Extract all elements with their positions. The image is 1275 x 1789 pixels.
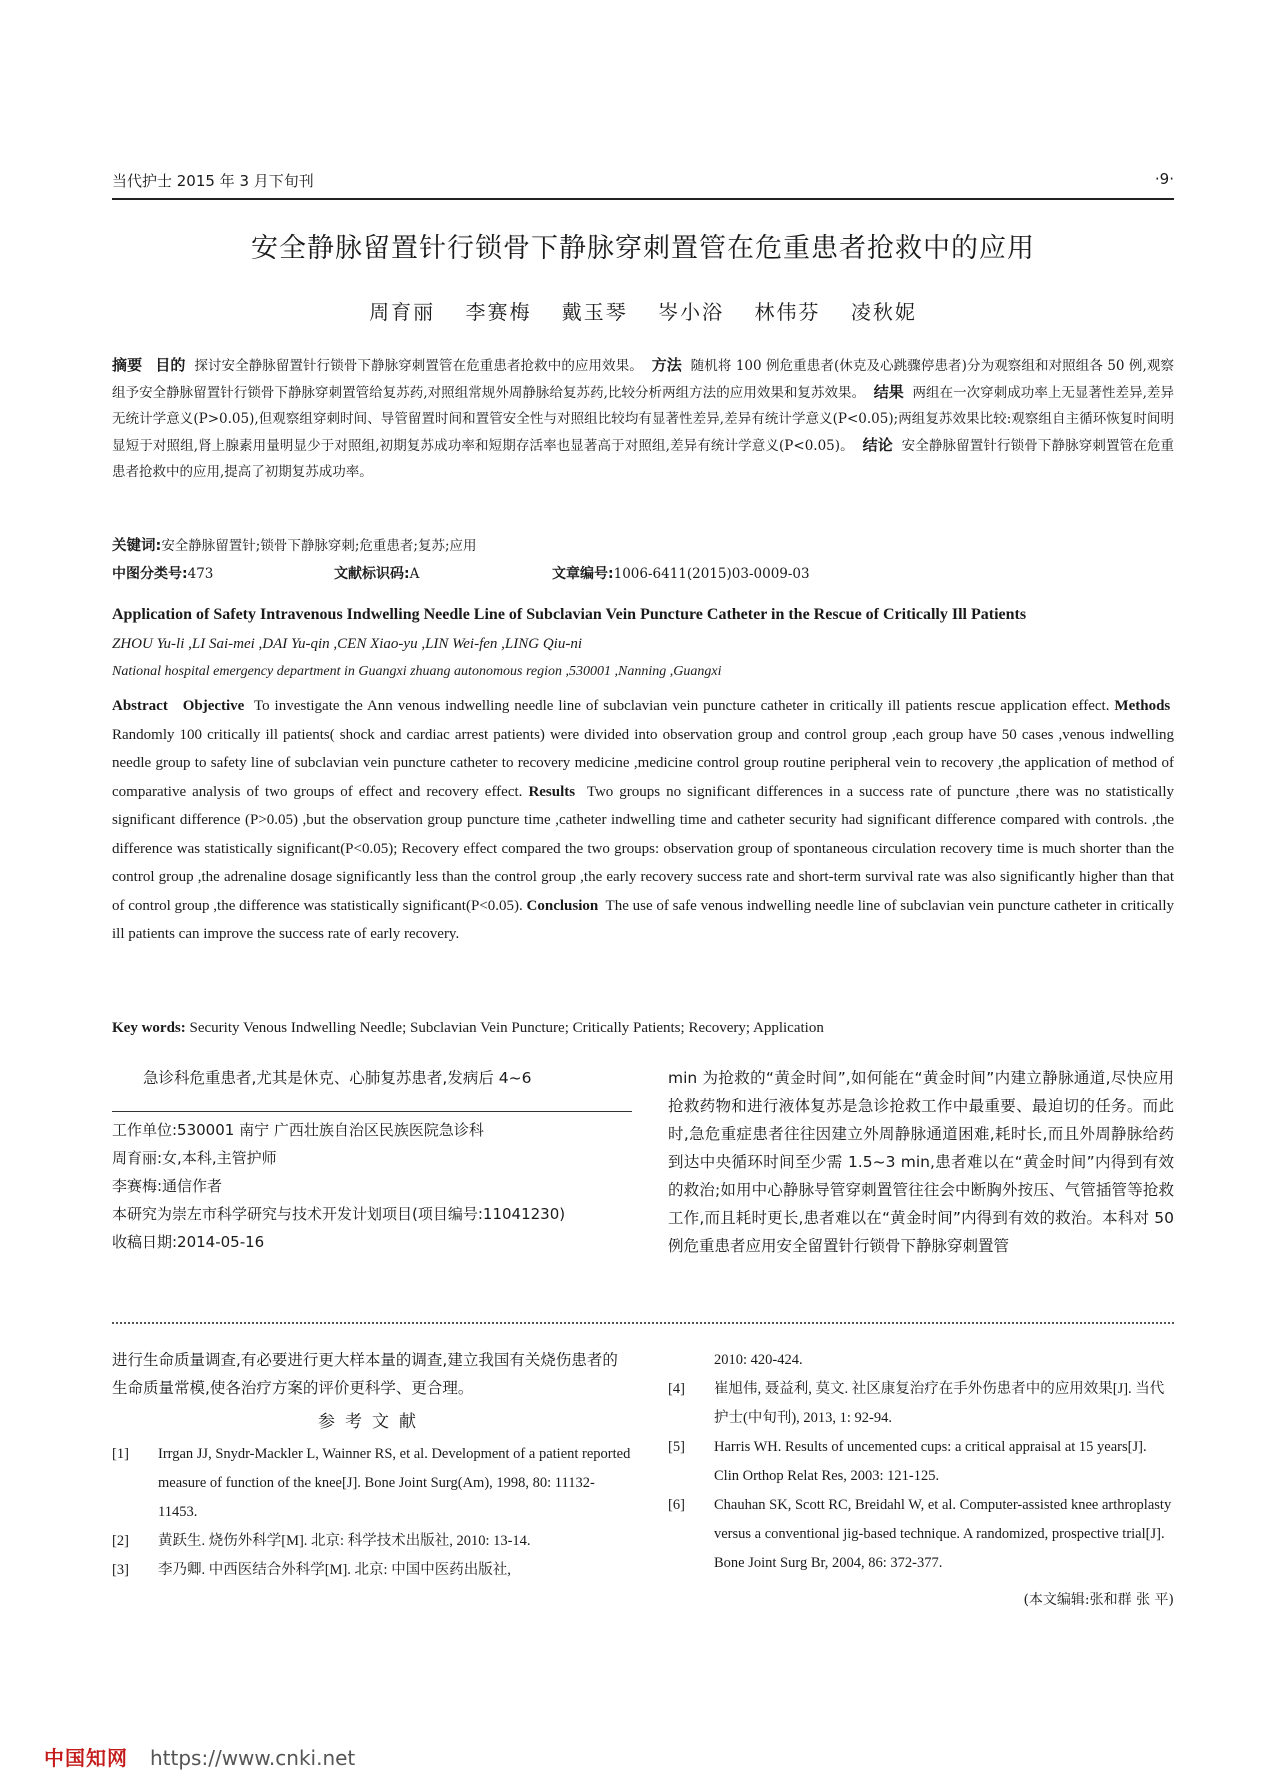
reference-item: [5] Harris WH. Results of uncemented cups: a critical appraisal at 15 years[J]. Clin Orthop Relat Res, 2003: 121-125. bbox=[668, 1439, 1147, 1484]
english-affiliation: National hospital emergency department in Guangxi zhuang autonomous region ,530001 ,Nanning ,Guangxi bbox=[112, 664, 722, 679]
footnote-corresponding-author: 李赛梅:通信作者 bbox=[112, 1177, 223, 1195]
en-conclusion-label: Conclusion bbox=[526, 897, 599, 914]
en-abstract-label: Abstract bbox=[112, 698, 168, 714]
english-title: Application of Safety Intravenous Indwelling Needle Line of Subclavian Vein Puncture Catheter in the Rescue of Critically Ill Patients bbox=[112, 606, 1027, 623]
conclusion-label: 结论 bbox=[862, 436, 893, 454]
en-objective-label: Objective bbox=[182, 698, 245, 714]
results-label: 结果 bbox=[873, 383, 904, 401]
abstract-label: 摘要 bbox=[112, 356, 143, 374]
document-code: 文献标识码:A bbox=[334, 566, 420, 582]
clc-number: 中图分类号:473 bbox=[112, 566, 214, 582]
en-conclusion-text: The use of safe venous indwelling needle line of subclavian vein puncture catheter in critically ill patients can improve the success rate of early recovery. bbox=[112, 897, 1175, 942]
journal-name: 当代护士 2015 年 3 月下旬刊 bbox=[112, 172, 314, 190]
objective-label: 目的 bbox=[155, 356, 186, 374]
chinese-abstract bbox=[112, 352, 1174, 485]
cnki-watermark bbox=[44, 1742, 355, 1772]
footnote-rule bbox=[112, 1111, 632, 1112]
conclusion-text: 安全静脉留置针行锁骨下静脉穿刺置管在危重患者抢救中的应用,提高了初期复苏成功率。 bbox=[112, 438, 1174, 480]
en-keywords-text: Security Venous Indwelling Needle; Subclavian Vein Puncture; Critically Patients; Recovery; Application bbox=[189, 1020, 824, 1036]
methods-label: 方法 bbox=[651, 356, 682, 374]
english-abstract bbox=[112, 692, 1174, 949]
methods-text: 随机将 100 例危重患者(休克及心跳骤停患者)分为观察组和对照组各 50 例,观察组予安全静脉留置针行锁骨下静脉穿刺置管给复苏药,对照组常规外周静脉给复苏药,比较分析两组方法的应用效果和复苏效果。 bbox=[112, 358, 1174, 401]
body-paragraph: min 为抢救的“黄金时间”,如何能在“黄金时间”内建立静脉通道,尽快应用抢救药物和进行液体复苏是急诊抢救工作中最重要、最迫切的任务。而此时,急危重症患者往往因建立外周静脉通道困难,耗时长,而且外周静脉给药到达中央循环时间至少需 1.5~3 min,患者难以在“黄金时间”内得到有效的救治;如用中心静脉导管穿刺置管往往会中断胸外按压、气管插管等抢救工作,而且耗时更长,患者难以在“黄金时间”内得到有效的救治。本科对 50 例危重患者应用安全留置针行锁骨下静脉穿刺置管 bbox=[668, 1069, 1174, 1255]
cnki-logo: 中国知网 bbox=[44, 1746, 128, 1770]
en-methods-text: Randomly 100 critically ill patients( shock and cardiac arrest patients) were divided into observation group and control group ,each group have 50 cases ,venous indwelling needle group to safety line of subclavian vein puncture catheter to recovery medicine ,medicine control group routine peripheral vein to recovery ,the application of method of comparative analysis of two groups of effect and recovery effect. bbox=[112, 726, 1174, 800]
footnote-received-date: 收稿日期:2014-05-16 bbox=[112, 1233, 265, 1251]
previous-article-ending: 进行生命质量调查,有必要进行更大样本量的调查,建立我国有关烧伤患者的生命质量常模,使各治疗方案的评价更科学、更合理。 bbox=[112, 1351, 618, 1397]
body-paragraph: 急诊科危重患者,尤其是休克、心肺复苏患者,发病后 4~6 bbox=[143, 1069, 532, 1087]
reference-item: [2] 黄跃生. 烧伤外科学[M]. 北京: 科学技术出版社, 2010: 13-14. bbox=[112, 1533, 531, 1549]
results-text: 两组在一次穿刺成功率上无显著性差异,差异无统计学意义(P>0.05),但观察组穿刺时间、导管留置时间和置管安全性与对照组比较均有显著性差异,差异有统计学意义(P<0.05);两组复苏效果比较:观察组自主循环恢复时间明显短于对照组,肾上腺素用量明显少于对照组,初期复苏成功率和短期存活率也显著高于对照组,差异有统计学意义(P<0.05)。 bbox=[112, 385, 1174, 454]
reference-item: [3] 李乃卿. 中西医结合外科学[M]. 北京: 中国中医药出版社, bbox=[112, 1562, 511, 1578]
footnote-funding: 本研究为崇左市科学研究与技术开发计划项目(项目编号:11041230) bbox=[112, 1205, 566, 1223]
reference-item: [4] 崔旭伟, 聂益利, 莫文. 社区康复治疗在手外伤患者中的应用效果[J]. 当代护士(中旬刊), 2013, 1: 92-94. bbox=[668, 1381, 1165, 1426]
en-objective-text: To investigate the Ann venous indwelling needle line of subclavian vein puncture catheter in critically ill patients rescue application effect. bbox=[253, 698, 1110, 714]
author-footnotes bbox=[112, 1116, 632, 1256]
keywords-text: 安全静脉留置针;锁骨下静脉穿刺;危重患者;复苏;应用 bbox=[161, 538, 477, 554]
article-metadata bbox=[112, 563, 1174, 587]
english-keywords bbox=[112, 1020, 1174, 1037]
reference-item: [6] Chauhan SK, Scott RC, Breidahl W, et al. Computer-assisted knee arthroplasty versus a conventional jig-based technique. A randomized, prospective trial[J]. Bone Joint Surg Br, 2004, 86: 372-377. bbox=[668, 1497, 1172, 1571]
cnki-url: https://www.cnki.net bbox=[150, 1746, 356, 1770]
editor-note: (本文编辑:张和群 张 平) bbox=[1023, 1592, 1174, 1608]
dotted-separator bbox=[112, 1322, 1174, 1324]
references-heading: 参考文献 bbox=[318, 1412, 426, 1432]
en-results-label: Results bbox=[528, 783, 576, 800]
reference-continuation: 2010: 420-424. bbox=[714, 1352, 803, 1368]
chinese-keywords bbox=[112, 534, 1174, 555]
english-authors: ZHOU Yu-li ,LI Sai-mei ,DAI Yu-qin ,CEN Xiao-yu ,LIN Wei-fen ,LING Qiu-ni bbox=[112, 636, 583, 652]
objective-text: 探讨安全静脉留置针行锁骨下静脉穿刺置管在危重患者抢救中的应用效果。 bbox=[194, 358, 643, 374]
article-number: 文章编号:1006-6411(2015)03-0009-03 bbox=[552, 566, 810, 582]
body-left-column-bottom bbox=[112, 1346, 632, 1585]
header-rule bbox=[112, 198, 1174, 200]
body-right-column-bottom bbox=[668, 1346, 1174, 1615]
en-keywords-label: Key words: bbox=[112, 1020, 186, 1036]
running-header bbox=[112, 168, 1174, 194]
page-number: ·9· bbox=[1154, 170, 1174, 188]
article-authors: 周育丽 李赛梅 戴玉琴 岑小浴 林伟芬 凌秋妮 bbox=[369, 300, 917, 324]
reference-item: [1] Irrgan JJ, Snydr-Mackler L, Wainner RS, et al. Development of a patient reported measure of function of the knee[J]. Bone Joint Surg(Am), 1998, 80: 11132-11453. bbox=[112, 1446, 631, 1520]
body-left-column-top bbox=[112, 1064, 632, 1092]
footnote-affiliation: 工作单位:530001 南宁 广西壮族自治区民族医院急诊科 bbox=[112, 1121, 484, 1139]
en-methods-label: Methods bbox=[1114, 698, 1171, 714]
article-title: 安全静脉留置针行锁骨下静脉穿刺置管在危重患者抢救中的应用 bbox=[251, 233, 1035, 264]
body-right-column-top bbox=[668, 1064, 1174, 1260]
keywords-label: 关键词: bbox=[112, 538, 162, 554]
en-results-text: Two groups no significant differences in a success rate of puncture ,there was no statistically significant difference (P>0.05) ,but the observation group puncture time ,catheter indwelling time and catheter security had significant difference compared with controls. ,the difference was statistically significant(P<0.05); Recovery effect compared the two groups: observation group of spontaneous circulation recovery time is much shorter than the control group ,the adrenaline dosage significantly less than the control group ,the early recovery success rate and short-term survival rate was also significantly higher than that of control group ,the difference was statistically significant(P<0.05). bbox=[112, 783, 1175, 914]
footnote-first-author: 周育丽:女,本科,主管护师 bbox=[112, 1149, 277, 1167]
